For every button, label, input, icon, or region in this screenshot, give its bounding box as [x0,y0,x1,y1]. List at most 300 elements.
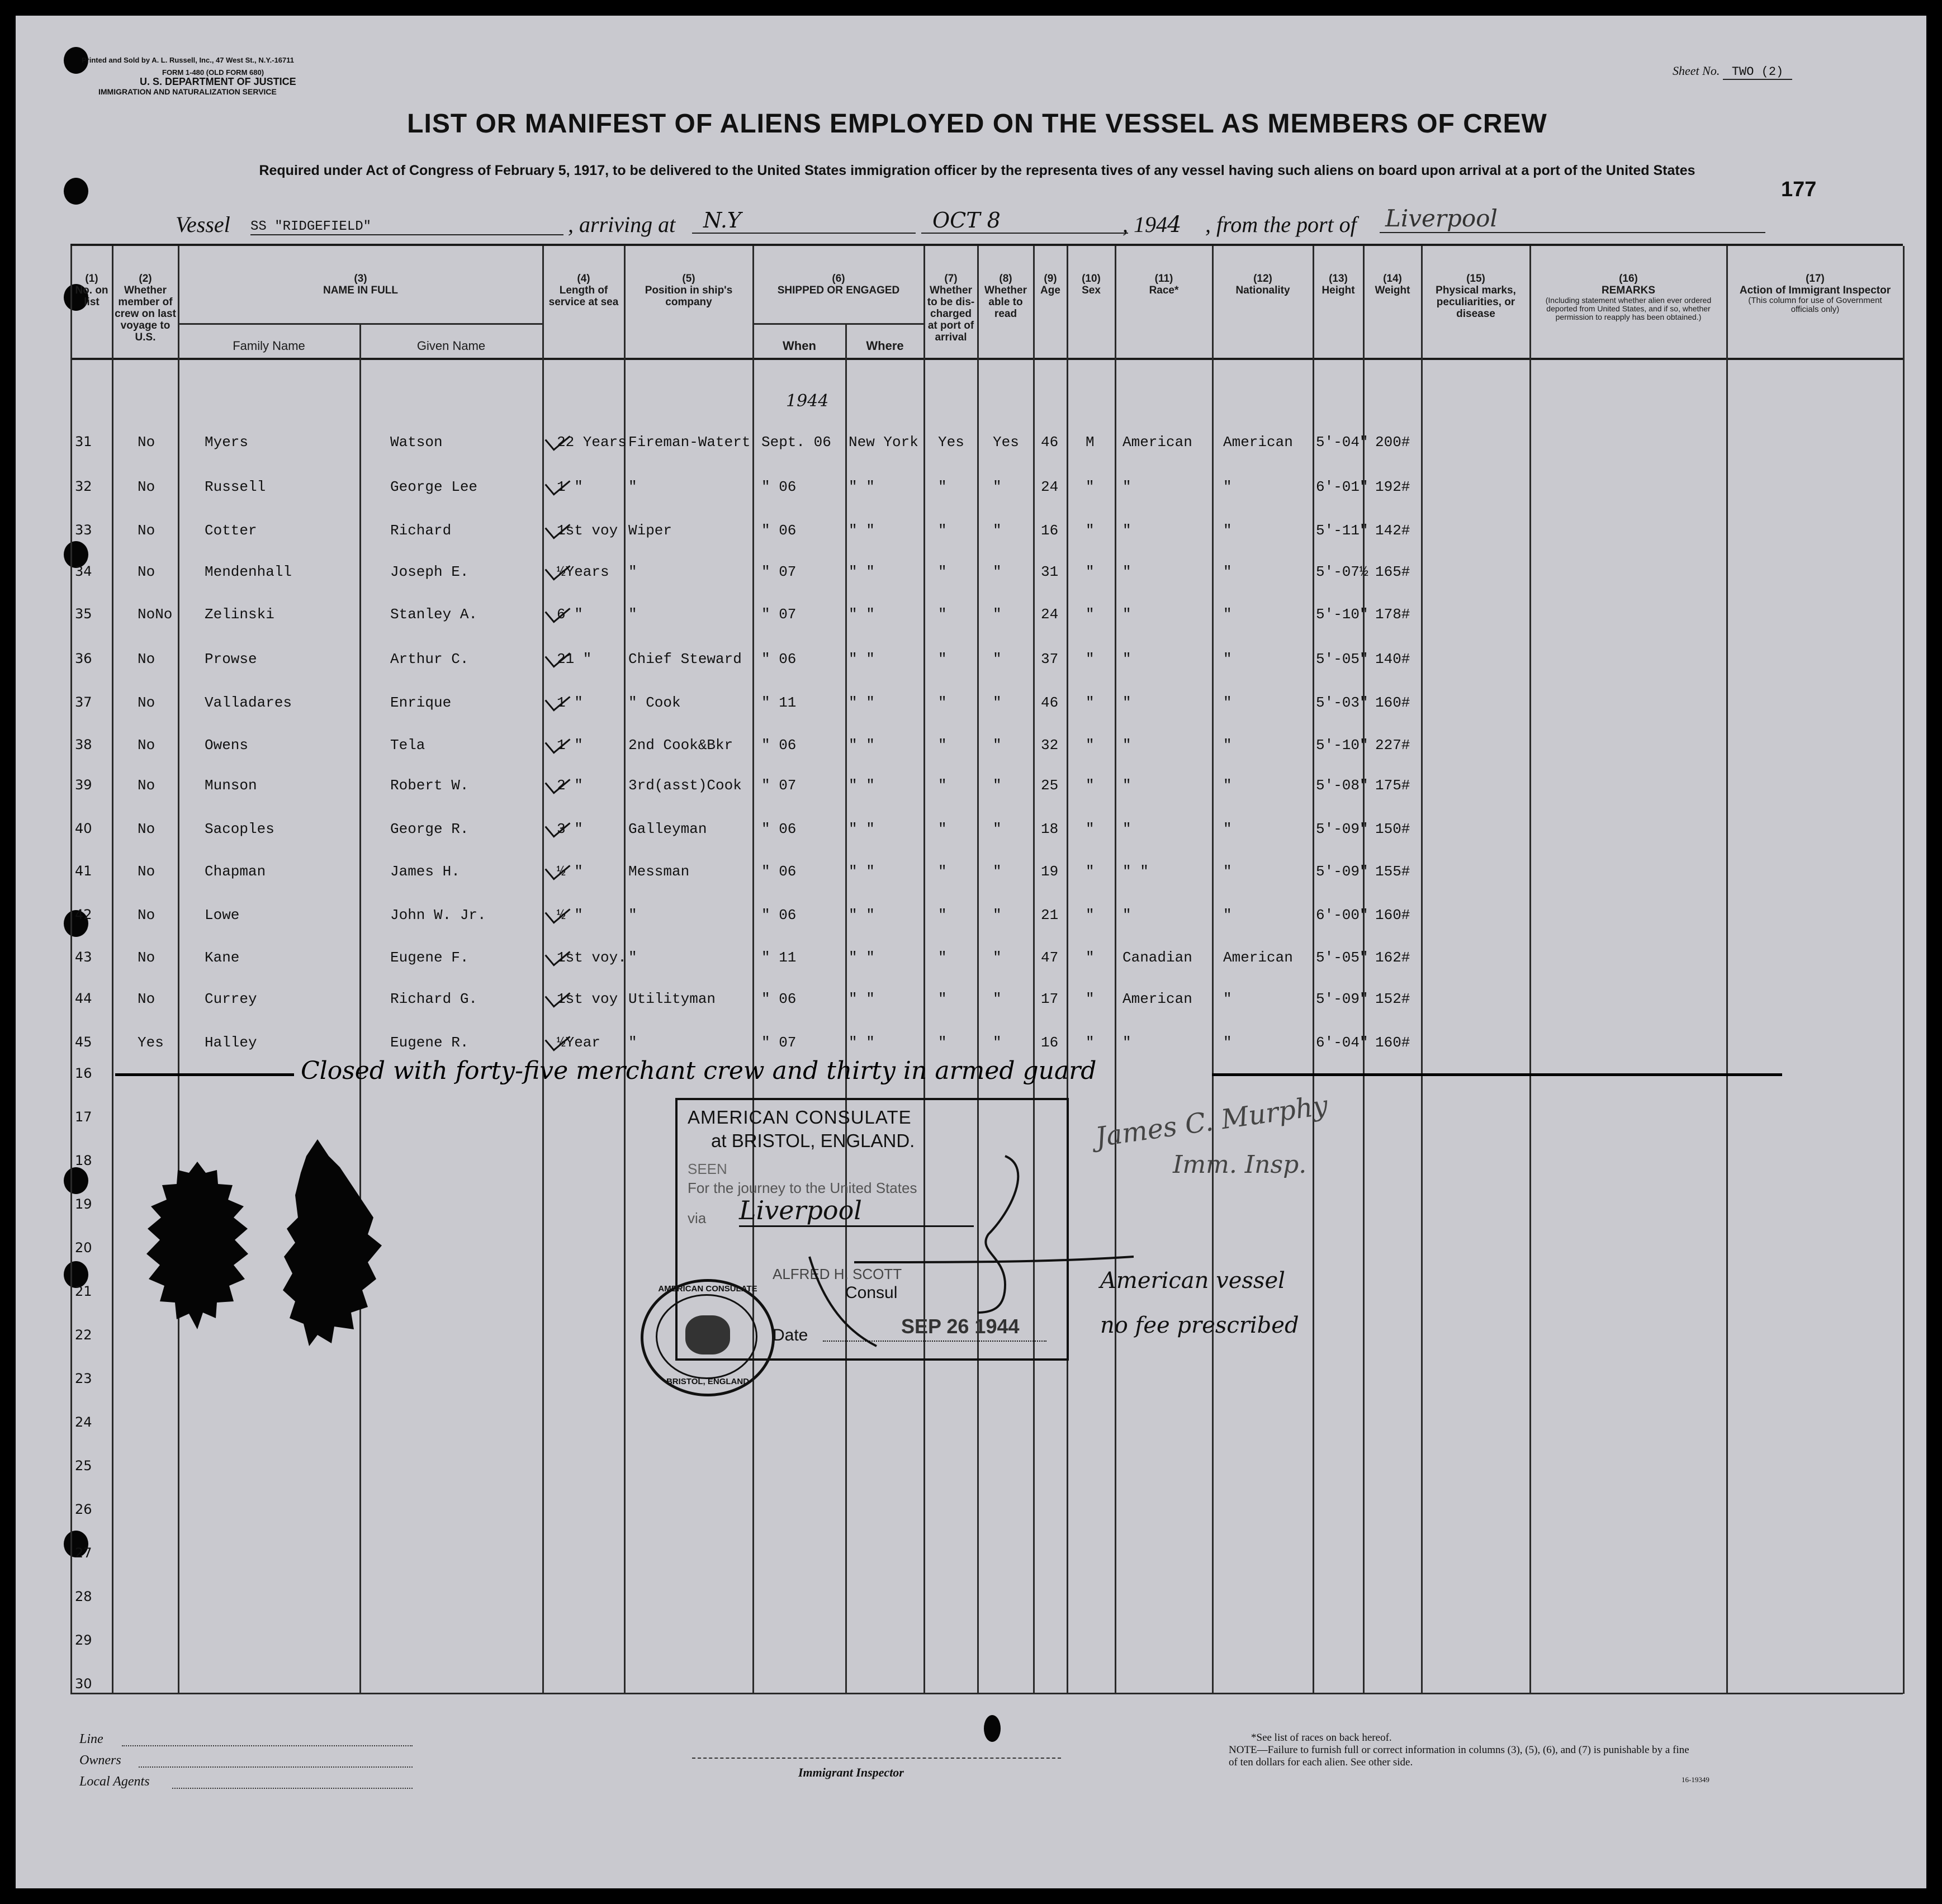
row-given-name: Arthur C. [390,651,469,667]
stamp-date-value: SEP 26 1944 [901,1315,1020,1338]
row-able-to-read: " [993,606,1002,623]
stamp-via-label: via [688,1210,707,1226]
col-header-8: (8) Whether able to read [984,273,1027,320]
column-divider [845,323,847,1694]
row-weight: 178# [1375,606,1410,623]
row-weight: 160# [1375,694,1410,711]
row-sex: " [1086,907,1095,923]
row-discharged: " [938,606,947,623]
row-nationality: " [1223,821,1232,837]
row-race: " [1122,694,1131,711]
embossed-seal-right [278,1139,385,1352]
row-position: 3rd(asst)Cook [628,777,742,794]
row-race: " [1122,479,1131,495]
row-nationality: " [1223,522,1232,539]
row-shipped-when: " 06 [761,991,797,1007]
row-position: " [628,907,637,923]
row-shipped-where: " " [849,479,875,495]
row-sex: " [1086,863,1095,880]
table-top-border [70,244,1903,246]
col-header-14: (14) Weight [1375,273,1410,296]
col-header-13: (13) Height [1321,273,1355,296]
row-able-to-read: " [993,563,1002,580]
row-race: " [1122,606,1131,623]
row-nationality: " [1223,651,1232,667]
row-age: 18 [1041,821,1059,837]
inspector-signature-name: James C. Murphy [1093,1090,1330,1153]
row-sex: " [1086,949,1095,966]
row-shipped-where: " " [849,949,875,966]
row-family-name: Currey [205,991,257,1007]
row-race: " [1122,777,1131,794]
row-shipped-where: " " [849,1034,875,1051]
row-last-voyage: No [138,821,155,837]
year-value: 4 [1167,212,1182,238]
row-family-name: Lowe [205,907,240,923]
row-sex: " [1086,479,1095,495]
shipped-subheader-line [752,323,923,325]
empty-row-number: 24 [75,1414,92,1430]
row-shipped-where: " " [849,651,875,667]
row-shipped-when: " 07 [761,606,797,623]
column-divider [752,246,754,1694]
column-divider [1421,246,1423,1694]
col-header-7: (7) Whether to be dis-charged at port of arrival [927,273,975,343]
row-given-name: George Lee [390,479,478,495]
row-shipped-where: " " [849,991,875,1007]
row-able-to-read: " [993,863,1002,880]
footer-inspector-label: Immigrant Inspector [798,1765,904,1779]
seal-text-bottom: BRISTOL, ENGLAND [666,1377,750,1386]
row-able-to-read: " [993,694,1002,711]
row-family-name: Russell [205,479,266,495]
closing-line-right [1212,1073,1782,1076]
col-header-6: (6) SHIPPED OR ENGAGED [777,273,900,296]
row-shipped-where: New York [849,434,918,451]
vessel-label: Vessel [176,212,230,237]
col-header-4: (4) Length of service at sea [548,273,619,308]
empty-row-number: 18 [75,1153,92,1168]
row-number: 37 [75,694,92,710]
column-divider [112,246,113,1694]
service: IMMIGRATION AND NATURALIZATION SERVICE [98,87,277,96]
row-service-length: 1st voy [557,991,618,1007]
row-age: 46 [1041,694,1059,711]
empty-row-number: 16 [75,1065,92,1081]
row-given-name: Watson [390,434,443,451]
row-sex: " [1086,563,1095,580]
row-last-voyage: No [138,863,155,880]
row-given-name: James H. [390,863,460,880]
row-family-name: Owens [205,737,249,754]
row-number: 38 [75,737,92,752]
row-discharged: " [938,563,947,580]
row-service-length: 22 Years [557,434,627,451]
row-given-name: John W. Jr. [390,907,486,923]
table-header-bottom [70,358,1903,360]
empty-row-number: 19 [75,1196,92,1212]
row-shipped-when: " 07 [761,563,797,580]
column-divider [1726,246,1728,1694]
empty-row-number: 23 [75,1371,92,1386]
footer-races-note: *See list of races on back hereof. [1251,1732,1392,1744]
row-discharged: " [938,737,947,754]
row-given-name: Stanley A. [390,606,478,623]
row-service-length: ½Year [557,1034,601,1051]
row-weight: 165# [1375,563,1410,580]
row-race: " [1122,907,1131,923]
row-height: 6'-01" [1316,479,1368,495]
row-number: 40 [75,821,92,836]
row-height: 5'-05" [1316,651,1368,667]
row-number: 35 [75,606,92,622]
column-divider [542,246,544,1694]
row-given-name: Eugene F. [390,949,469,966]
row-able-to-read: " [993,991,1002,1007]
row-last-voyage: No [138,563,155,580]
row-last-voyage: No [138,991,155,1007]
punch-hole [984,1715,1001,1742]
row-number: 33 [75,522,92,538]
seal-text-top: AMERICAN CONSULATE [658,1284,757,1294]
row-age: 31 [1041,563,1059,580]
side-note-line-2: no fee prescribed [1100,1313,1299,1338]
row-nationality: " [1223,991,1232,1007]
column-divider [923,246,925,1694]
column-divider [1115,246,1116,1694]
row-age: 24 [1041,606,1059,623]
empty-row-number: 27 [75,1545,92,1561]
row-family-name: Chapman [205,863,266,880]
row-shipped-when: " 06 [761,737,797,754]
row-able-to-read: Yes [993,434,1019,451]
row-shipped-where: " " [849,777,875,794]
row-given-name: Joseph E. [390,563,469,580]
page-number: 177 [1781,178,1817,201]
sheet-number [1673,64,1792,79]
closing-line-left [115,1073,294,1076]
name-subheader-line [178,323,542,325]
row-service-length: 2 " [557,777,583,794]
row-height: 5'-04" [1316,434,1368,451]
row-height: 6'-04" [1316,1034,1368,1051]
column-divider [1313,246,1314,1694]
row-able-to-read: " [993,737,1002,754]
row-last-voyage: No [138,737,155,754]
sheet-value: TWO (2) [1723,65,1792,80]
row-shipped-when: " 11 [761,949,797,966]
row-family-name: Valladares [205,694,292,711]
row-family-name: Halley [205,1034,257,1051]
row-service-length: 1st voy. [557,949,627,966]
given-name-header: Given Name [416,339,486,353]
column-divider [1529,246,1531,1694]
row-race: " [1122,737,1131,754]
row-discharged: " [938,949,947,966]
stamp-line-2: at BRISTOL, ENGLAND. [711,1130,915,1151]
row-height: 5'-10" [1316,606,1368,623]
row-able-to-read: " [993,907,1002,923]
row-age: 37 [1041,651,1059,667]
row-service-length: 21 " [557,651,592,667]
empty-row-number: 28 [75,1589,92,1604]
consul-signature [742,1145,1134,1352]
inspector-signature-title: Imm. Insp. [1173,1150,1307,1179]
row-age: 47 [1041,949,1059,966]
row-number: 39 [75,777,92,793]
empty-row-number: 30 [75,1676,92,1692]
row-service-length: 3 " [557,821,583,837]
empty-row-number: 25 [75,1458,92,1474]
page-subtitle: Required under Act of Congress of February 5, 1917, to be delivered to the United States immigration officer by the representa tives of any vessel having such aliens on board upon arrival at a port of the United States [259,163,1695,178]
arriving-label: , arriving at [568,212,676,237]
row-shipped-where: " " [849,737,875,754]
punch-hole [64,1167,88,1194]
col-header-2: (2) Whether member of crew on last voyage to U.S. [115,273,176,343]
row-discharged: " [938,821,947,837]
row-number: 44 [75,991,92,1006]
footer-agents-field [172,1788,413,1789]
row-service-length: 1 " [557,479,583,495]
row-race: " [1122,563,1131,580]
row-last-voyage: No [138,777,155,794]
row-weight: 175# [1375,777,1410,794]
row-sex: " [1086,821,1095,837]
row-sex: " [1086,651,1095,667]
row-last-voyage: No [138,949,155,966]
row-last-voyage: No [138,434,155,451]
row-position: Galleyman [628,821,707,837]
embossed-seal-left [144,1162,250,1346]
row-nationality: " [1223,737,1232,754]
row-last-voyage: Yes [138,1034,164,1051]
row-shipped-when: " 07 [761,777,797,794]
row-sex: " [1086,694,1095,711]
arriving-value: N.Y [692,208,916,234]
footer-line-field [122,1745,413,1746]
row-able-to-read: " [993,651,1002,667]
column-divider [70,246,72,1694]
row-shipped-when: " 06 [761,522,797,539]
row-sex: " [1086,991,1095,1007]
row-last-voyage: No [138,694,155,711]
row-age: 32 [1041,737,1059,754]
row-shipped-where: " " [849,694,875,711]
row-able-to-read: " [993,479,1002,495]
inspector-signature-line [692,1758,1061,1759]
row-shipped-where: " " [849,563,875,580]
stamp-seen: SEEN [688,1161,727,1177]
row-last-voyage: No [138,907,155,923]
row-discharged: Yes [938,434,964,451]
row-race: " [1122,522,1131,539]
row-weight: 200# [1375,434,1410,451]
column-divider [1033,246,1035,1694]
row-last-voyage: No [138,651,155,667]
row-number: 31 [75,434,92,449]
row-age: 16 [1041,1034,1059,1051]
from-label: , from the port of [1205,212,1357,237]
where-header: Where [866,339,904,353]
col-header-16: (16) REMARKS (Including statement whether alien ever ordered deported from United States, and if so, whether permission to reapply has been obtained.) [1545,273,1712,321]
row-able-to-read: " [993,777,1002,794]
row-number: 36 [75,651,92,666]
row-nationality: " [1223,479,1232,495]
row-position: " [628,1034,637,1051]
row-family-name: Cotter [205,522,257,539]
row-number: 34 [75,563,92,579]
manifest-page [16,16,1926,1888]
row-height: 5'-09" [1316,863,1368,880]
row-family-name: Sacoples [205,821,274,837]
column-divider [1363,246,1365,1694]
row-service-length: ½ " [557,863,583,880]
empty-row-number: 21 [75,1283,92,1299]
consulate-round-seal [641,1279,775,1396]
row-age: 16 [1041,522,1059,539]
row-service-length: 1 " [557,737,583,754]
row-discharged: " [938,991,947,1007]
row-shipped-when: " 07 [761,1034,797,1051]
col-header-12: (12) Nationality [1235,273,1290,296]
row-age: 21 [1041,907,1059,923]
col-header-5: (5) Position in ship's company [645,273,733,308]
column-divider [624,246,626,1694]
footer-line-label: Line [79,1732,103,1746]
bottom-border [70,1693,1903,1694]
row-shipped-when: " 06 [761,863,797,880]
row-height: 5'-09" [1316,821,1368,837]
col-header-9: (9) Age [1040,273,1060,296]
row-given-name: Tela [390,737,425,754]
column-divider [977,246,979,1694]
row-given-name: Enrique [390,694,452,711]
column-divider [359,323,361,1694]
row-discharged: " [938,1034,947,1051]
row-discharged: " [938,522,947,539]
row-service-length: 1 " [557,694,583,711]
stamp-date-label: Date [773,1326,808,1344]
row-position: Messman [628,863,690,880]
row-weight: 150# [1375,821,1410,837]
footer-code: 16-19349 [1682,1775,1709,1784]
row-shipped-when: " 11 [761,694,797,711]
row-shipped-where: " " [849,606,875,623]
row-weight: 140# [1375,651,1410,667]
vessel-value: SS "RIDGEFIELD" [250,219,563,235]
row-nationality: " [1223,563,1232,580]
row-number: 43 [75,949,92,965]
row-service-length: ½ " [557,907,583,923]
row-weight: 160# [1375,1034,1410,1051]
row-shipped-when: Sept. 06 [761,434,831,451]
row-weight: 160# [1375,907,1410,923]
year-annotation: 1944 [786,391,829,411]
row-weight: 142# [1375,522,1410,539]
stamp-via-value: Liverpool [739,1195,974,1227]
col-header-3: (3) NAME IN FULL [323,273,399,296]
row-position: " [628,563,637,580]
row-discharged: " [938,907,947,923]
department: U. S. DEPARTMENT OF JUSTICE [140,76,296,87]
row-last-voyage: No [138,522,155,539]
when-header: When [783,339,816,353]
row-weight: 162# [1375,949,1410,966]
row-sex: " [1086,606,1095,623]
row-height: 5'-03" [1316,694,1368,711]
row-service-length: 6 " [557,606,583,623]
row-sex: " [1086,1034,1095,1051]
empty-row-number: 26 [75,1502,92,1517]
row-discharged: " [938,651,947,667]
row-nationality: " [1223,777,1232,794]
row-race: American [1122,991,1192,1007]
year-prefix-text: , 194 [1122,212,1167,237]
row-last-voyage: NoNo [138,606,173,623]
row-race: " " [1122,863,1149,880]
row-service-length: 1st voy [557,522,618,539]
from-value: Liverpool [1380,205,1765,233]
row-nationality: American [1223,434,1293,451]
row-number: 32 [75,479,92,494]
row-shipped-when: " 06 [761,479,797,495]
row-sex: M [1086,434,1095,451]
row-family-name: Prowse [205,651,257,667]
row-position: " [628,606,637,623]
empty-row-number: 17 [75,1109,92,1125]
empty-row-number: 29 [75,1632,92,1648]
row-number: 42 [75,907,92,922]
row-shipped-when: " 06 [761,821,797,837]
eagle-icon [685,1315,730,1354]
col-header-10: (10) Sex [1082,273,1101,296]
row-nationality: " [1223,863,1232,880]
row-height: 5'-08" [1316,777,1368,794]
closing-note: Closed with forty-five merchant crew and thirty in armed guard [301,1057,1097,1085]
row-height: 5'-10" [1316,737,1368,754]
stamp-consul-name: ALFRED H. SCOTT [773,1266,902,1282]
row-height: 5'-11" [1316,522,1368,539]
column-divider [1903,246,1905,1694]
stamp-line-1: AMERICAN CONSULATE [688,1107,912,1128]
column-divider [178,246,179,1694]
row-given-name: Robert W. [390,777,469,794]
row-number: 45 [75,1034,92,1050]
footer-owners-label: Owners [79,1753,121,1768]
row-position: " [628,479,637,495]
row-nationality: American [1223,949,1293,966]
row-last-voyage: No [138,479,155,495]
row-position: Wiper [628,522,672,539]
row-shipped-when: " 06 [761,907,797,923]
row-height: 5'-05" [1316,949,1368,966]
punch-hole [64,178,88,205]
row-family-name: Mendenhall [205,563,292,580]
row-weight: 227# [1375,737,1410,754]
row-race: Canadian [1122,949,1192,966]
row-nationality: " [1223,1034,1232,1051]
row-number: 41 [75,863,92,879]
row-position: " Cook [628,694,681,711]
row-given-name: Eugene R. [390,1034,469,1051]
row-nationality: " [1223,606,1232,623]
row-sex: " [1086,522,1095,539]
footer-note: NOTE—Failure to furnish full or correct information in columns (3), (5), (6), and (7) is punishable by a fine of ten dollars for each alien. See other side. [1229,1744,1689,1768]
col-header-11: (11) Race* [1149,273,1179,296]
col-header-15: (15) Physical marks, peculiarities, or disease [1436,273,1516,320]
row-position: 2nd Cook&Bkr [628,737,733,754]
row-height: 5'-07½ [1316,563,1368,580]
